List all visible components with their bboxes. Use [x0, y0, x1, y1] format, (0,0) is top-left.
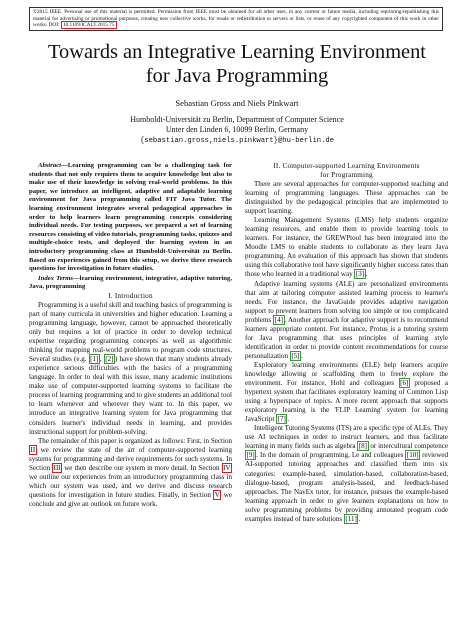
- author-email: {sebastian.gross,niels.pinkwart}@hu-berlin.de: [139, 136, 335, 145]
- intro-text: we then describe our system in more detail. In Section: [62, 463, 222, 472]
- intro-paragraph-2: [29, 437, 232, 509]
- related-paragraph-ele: [245, 361, 448, 424]
- citation-link[interactable]: [7]: [277, 415, 286, 424]
- body-text: Exploratory learning environments (ELE) help learners acquire knowledge allowing or scaffolding them to freely explore the environment. For instance, Hohl and colleagues: [245, 360, 448, 388]
- author-names: Sebastian Gross and Niels Pinkwart: [175, 98, 299, 108]
- body-text: Intelligent Tutoring Systems (ITS) are a specific type of ALEs. They use AI techniques in order to instruct learners, and thus facilitate learning in many fields such as algebra: [245, 424, 448, 451]
- right-column: [245, 162, 448, 524]
- citation-link[interactable]: [4]: [274, 315, 284, 324]
- title-line-2: for Java Programming: [145, 65, 329, 87]
- intro-text: we review the state of the art of computer-supported learning systems for programming and derive requirements for such systems. In Section: [29, 445, 232, 472]
- copyright-text: ©2015 IEEE. Personal use of this material is permitted. Permission from IEEE must be obtained for all other uses, in any current or future media, including reprinting/republishing this material for advertising or promotional purposes, creating new collective works, for resale or redistribution to servers or lists, or reuse of any copyrighted component of this work in other works.: [33, 9, 439, 29]
- section-heading-line-1: II. Computer-supported Learning Environments: [273, 162, 420, 170]
- body-text: or intercultural competence: [368, 442, 448, 451]
- intro-text: we conclude and give an outlook on future work.: [29, 490, 232, 508]
- affiliation-block: [0, 115, 474, 146]
- citation-link[interactable]: [10]: [406, 451, 419, 460]
- citation-link[interactable]: [5]: [291, 351, 300, 360]
- affiliation-line-2: Unter den Linden 6, 10099 Berlin, Germany: [165, 125, 309, 135]
- title-line-1: Towards an Integrative Learning Environment: [48, 41, 426, 63]
- body-text: Adaptive learning systems (ALE) are personalized environments that aim at tailoring computer assisted learning process to learner's needs. For instance, the JavaGuide provides adaptive navigation support to prevent learners from solving too simple or too complicated problems: [245, 279, 448, 324]
- section-heading-introduction: I. Introduction: [108, 291, 153, 300]
- left-column: [29, 162, 232, 509]
- section-heading-line-2: for Programming: [320, 171, 373, 179]
- abstract: [29, 162, 232, 274]
- index-terms: [29, 275, 232, 292]
- section-link[interactable]: IV: [223, 463, 231, 472]
- affiliation-line-1: Humboldt-Universität zu Berlin, Department of Computer Science: [130, 115, 344, 124]
- body-text: .: [358, 514, 361, 523]
- body-text: . In the domain of programming, Le and colleagues: [256, 451, 406, 460]
- section-link[interactable]: II: [30, 445, 36, 454]
- index-terms-text: —learning environment, integrative, adaptive tutoring, Java, programming: [29, 274, 232, 291]
- citation-link[interactable]: [1]: [90, 355, 99, 364]
- related-paragraph-ale: [245, 280, 448, 361]
- citation-link[interactable]: [3]: [355, 270, 365, 279]
- citation-link[interactable]: [11]: [345, 514, 357, 523]
- citation-link[interactable]: [8]: [358, 442, 368, 451]
- section-link[interactable]: III: [53, 463, 61, 472]
- body-text: .: [365, 270, 368, 279]
- citation-link[interactable]: [9]: [246, 451, 255, 460]
- body-text: Learning Management Systems (LMS) help students organize learning resources, and enable them to provide learning tools to learners. For instance, the GREWPtool has been integrated into the Moodle LMS to enable students to collaborate as they learn Java programming. An evaluation of this approach has shown that students using this collaborative tool have significantly higher success rates than those who learned in a traditional way: [245, 216, 448, 279]
- body-text: proposed a hypertext system that facilitates exploratory learning of Common Lisp using a hyperspace of topics. A more recent approach that supports exploratory learning is the 'FLIP Learning' system for learning JavaScript: [245, 379, 448, 424]
- body-text: .: [287, 415, 290, 424]
- section-heading-related-work: [245, 162, 448, 180]
- doi-link[interactable]: 10.1109/ICALT.2015.75: [62, 22, 115, 29]
- copyright-notice: [29, 7, 443, 31]
- index-terms-lead: Index Terms: [38, 274, 73, 282]
- section-link[interactable]: V: [214, 490, 220, 499]
- citation-link[interactable]: [6]: [400, 379, 409, 388]
- abstract-text: —Learning programming can be a challenging task for students that not only requires them to acquire knowledge but also to make use of their knowledge in solving real-world problems. In this paper, we introduce an intelligent, adaptive and adaptable learning environment for Java programming called FIT Java Tutor. The learning environment integrates several pedagogical approaches in order to help learners learn programming concepts considering individual needs. For testing purposes, we prepared a set of learning resources consisting of video tutorials, programming tasks, quizzes and multiple-choice tests, and deployed the learning system in an introductory programming class at Humboldt-Universität zu Berlin. Based on experiences gained from this setup, we derive three research questions for investigation in future studies.: [29, 162, 232, 273]
- abstract-lead: Abstract: [38, 162, 62, 169]
- related-paragraph-its: [245, 424, 448, 524]
- body-text: .: [301, 351, 303, 360]
- doi-label: DOI:: [48, 22, 60, 29]
- intro-text: Programming is a useful skill and teaching basics of programming is part of many curricula in universities and higher education. Learning a programming language, however, cannot be approached theoretically only but requires a lot of practice in order to develop technical expertise regarding programming concepts as well as algorithmic thinking for mapping real-world problems to program code structures. Several studies (e.g.: [29, 300, 232, 364]
- body-text: . Another approach for adaptive support is to recommend learners appropriate content. For instance, Protus is a tutoring system for Java programming that uses principles of learning style identification in order to provide content recommendations for course personalization: [245, 315, 448, 360]
- intro-paragraph-1: [29, 301, 232, 437]
- related-paragraph-lms: [245, 216, 448, 279]
- related-paragraph-1: There are several approaches for computer-supported teaching and learning of programming languages. These approaches can be distinguished by the pedagogical principles that are implemented to support learning.: [245, 180, 448, 216]
- body-text: reviewed AI-supported tutoring approaches and classified them into six categories: example-based, simulation-based, collaboration-based, dialogue-based, program analysis-based, and feedback-based approaches. The NavEx tutor, for instance, pursues the example-based learning approach in order to give learners explanations on how to solve programming problems by providing annotated program code examples instead of bare solutions: [245, 451, 448, 523]
- intro-text: ,: [99, 355, 104, 364]
- intro-text: we outline our experiences from an introductory programming class in which our system was used, and we derive and discuss research questions for investigation in future studies. Finally, in Section: [29, 472, 232, 499]
- intro-text: ) have shown that many students already experience serious difficulties with the basics of a programming language. In order to deal with this issue, many academic institutions make use of computer-supported learning systems to facilitate the process of learning programming and to give students an additional tool to learn whenever and wherever they want to. In this paper, we introduce an integrative learning system for Java programming that considers learner's individual needs in learning, and provides instructional support for problem-solving.: [29, 355, 232, 436]
- paper-title: [0, 40, 474, 88]
- intro-text: The remainder of this paper is organized as follows: First, in Section: [38, 436, 232, 445]
- citation-link[interactable]: [2]: [105, 355, 114, 364]
